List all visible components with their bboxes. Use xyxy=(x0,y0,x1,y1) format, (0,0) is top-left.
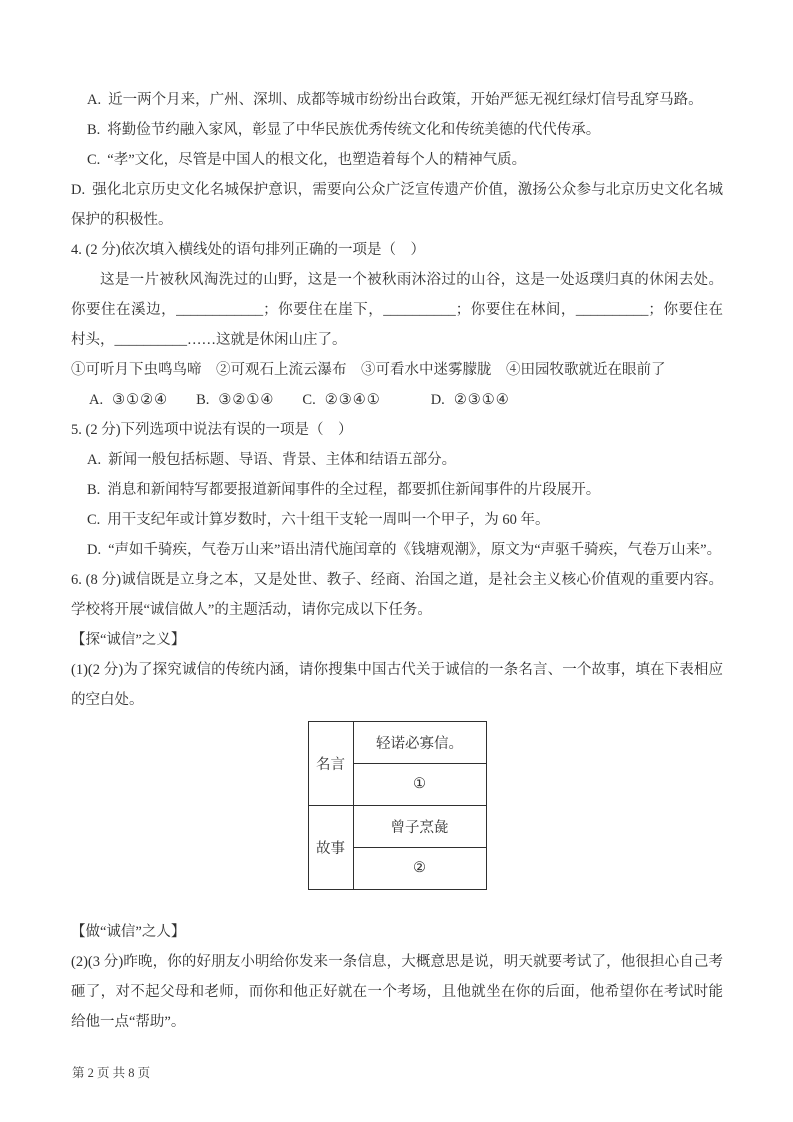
q3-option-b xyxy=(71,115,723,145)
q4-passage: 这是一片被秋风淘洗过的山野，这是一个被秋雨沐浴过的山谷，这是一处返璞归真的休闲去处。你要住在溪边，____________；你要住在崖下，__________；你要住在林间，__________；你要住在村头，__________……这就是休闲山庄了。 xyxy=(71,272,723,348)
q3-option-a-text: 近一两个月来，广州、深圳、成都等城市纷纷出台政策，开始严惩无视红绿灯信号乱穿马路。 xyxy=(108,92,703,108)
q4-choices xyxy=(71,385,723,415)
page-footer: 第 2 页 共 8 页 xyxy=(72,1066,151,1080)
q4-choice-c-text: ②③④① xyxy=(324,392,381,408)
q4-choice-d-text: ②③①④ xyxy=(453,392,510,408)
q5-option-d-text: “声如千骑疾，气卷万山来”语出清代施闰章的《钱塘观潮》，原文为“声驱千骑疾，气卷万山来”。 xyxy=(108,542,722,558)
q4-choice-a-text: ③①②④ xyxy=(112,392,169,408)
q4-stem: 4. (2 分)依次填入横线处的语句排列正确的一项是（ ） xyxy=(71,242,426,258)
q6-section-explore-header: 【探“诚信”之义】 xyxy=(71,632,186,648)
q5-option-a-text: 新闻一般包括标题、导语、背景、主体和结语五部分。 xyxy=(108,452,457,468)
table-cell-quote: 轻诺必寡信。 xyxy=(353,722,486,764)
table-cell-blank-2: ② xyxy=(353,848,486,890)
q5-option-a xyxy=(71,445,723,475)
table-header-gushi: 故事 xyxy=(308,806,353,890)
table-row xyxy=(308,722,486,764)
table-cell-blank-1: ① xyxy=(353,764,486,806)
q5-option-d-label: D. xyxy=(87,542,102,558)
q5-option-c xyxy=(71,505,723,535)
q5-option-c-text: 用干支纪年或计算岁数时，六十组干支轮一周叫一个甲子，为 60 年。 xyxy=(107,512,550,528)
q6-task2: (2)(3 分)昨晚，你的好朋友小明给你发来一条信息，大概意思是说，明天就要考试了，他很担心自己考砸了，对不起父母和老师，而你和他正好就在一个考场，且他就坐在你的后面，他希望你在考试时能给他一点“帮助”。 xyxy=(71,954,723,1030)
q4-numbered-items: ①可听月下虫鸣鸟啼 ②可观石上流云瀑布 ③可看水中迷雾朦胧 ④田园牧歌就近在眼前了 xyxy=(71,362,666,378)
q6-task1: (1)(2 分)为了探究诚信的传统内涵，请你搜集中国古代关于诚信的一条名言、一个故事，填在下表相应的空白处。 xyxy=(71,662,723,708)
q4-choice-a xyxy=(89,385,168,415)
q4-choice-b-label: B. xyxy=(196,392,210,408)
q4-choice-d xyxy=(431,385,510,415)
q5-option-a-label: A. xyxy=(87,452,102,468)
q5-option-b xyxy=(71,475,723,505)
table-cell-story: 曾子烹彘 xyxy=(353,806,486,848)
q4-choice-d-label: D. xyxy=(430,392,445,408)
q6-stem: 6. (8 分)诚信既是立身之本，又是处世、教子、经商、治国之道，是社会主义核心价值观的重要内容。学校将开展“诚信做人”的主题活动，请你完成以下任务。 xyxy=(71,572,723,618)
q5-stem: 5. (2 分)下列选项中说法有误的一项是（ ） xyxy=(71,422,353,438)
q4-choice-b-text: ③②①④ xyxy=(218,392,275,408)
q3-option-c-text: “孝”文化，尽管是中国人的根文化，也塑造着每个人的精神气质。 xyxy=(107,152,527,168)
q3-option-c xyxy=(71,145,723,175)
q3-option-b-text: 将勤俭节约融入家风，彰显了中华民族优秀传统文化和传统美德的代代传承。 xyxy=(107,122,601,138)
q5-option-b-text: 消息和新闻特写都要报道新闻事件的全过程，都要抓住新闻事件的片段展开。 xyxy=(107,482,601,498)
q3-option-d xyxy=(71,175,723,235)
q3-option-a-label: A. xyxy=(87,92,102,108)
q3-option-a xyxy=(71,85,723,115)
q5-option-d xyxy=(71,535,723,565)
q3-option-d-text: 强化北京历史文化名城保护意识，需要向公众广泛宣传遗产价值，激扬公众参与北京历史文化名城保护的积极性。 xyxy=(71,182,723,228)
q3-option-c-label: C. xyxy=(87,152,101,168)
q5-option-b-label: B. xyxy=(87,482,101,498)
q4-choice-c-label: C. xyxy=(302,392,316,408)
page-content xyxy=(71,85,723,1037)
q6-section-do-header: 【做“诚信”之人】 xyxy=(71,924,186,940)
q5-option-c-label: C. xyxy=(87,512,101,528)
q3-option-d-label: D. xyxy=(71,182,86,198)
q3-option-b-label: B. xyxy=(87,122,101,138)
answer-table xyxy=(308,721,487,890)
q4-choice-a-label: A. xyxy=(89,392,104,408)
q4-choice-c xyxy=(302,385,380,415)
table-header-mingyan: 名言 xyxy=(308,722,353,806)
table-row xyxy=(308,806,486,848)
q4-choice-b xyxy=(196,385,274,415)
